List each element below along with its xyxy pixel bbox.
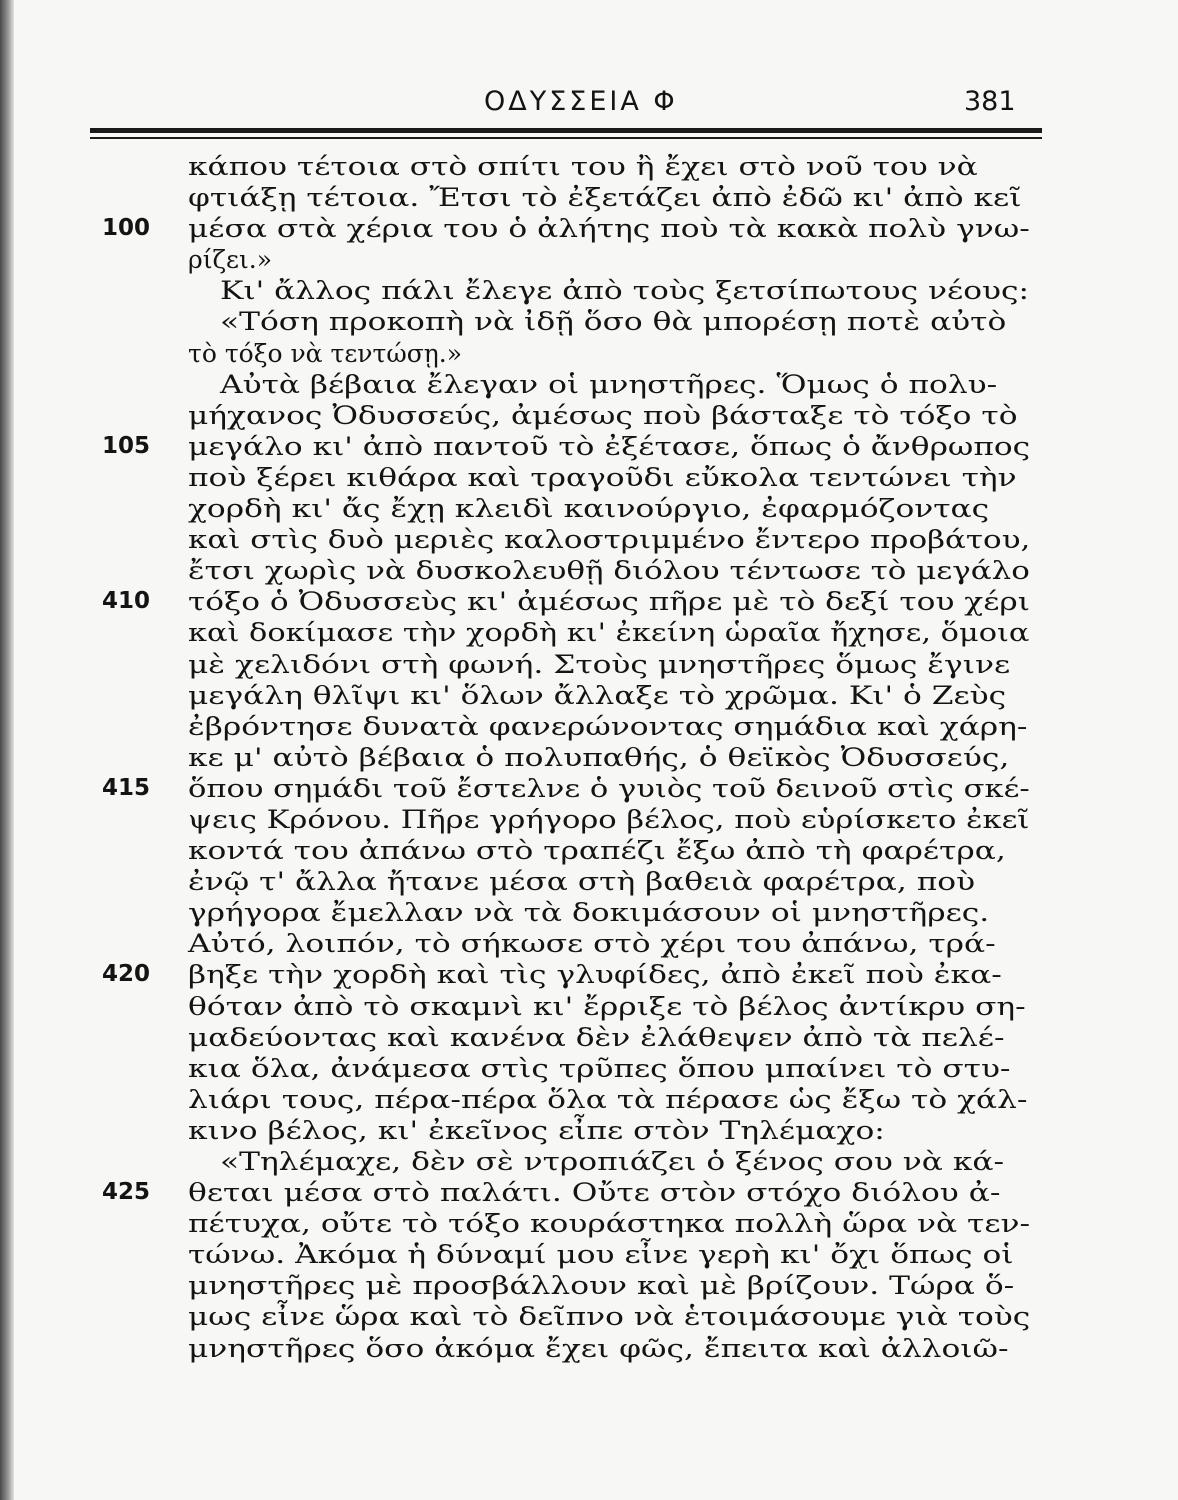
text-line — [14, 865, 1178, 896]
text-line — [14, 399, 1178, 430]
text-line — [14, 1052, 1178, 1083]
text-line — [14, 616, 1178, 647]
line-text: ποὺ ξέρει κιθάρα καὶ τραγοῦδι εὔκολα τεντώνει τὴν — [188, 462, 1017, 492]
text-line — [14, 243, 1178, 274]
line-text: κοντά του ἀπάνω στὸ τραπέζι ἔξω ἀπὸ τὴ φαρέτρα, — [188, 836, 1006, 866]
text-line — [14, 305, 1178, 336]
line-text: μνηστῆρες μὲ προσβάλλουν καὶ μὲ βρίζουν. Τώρα ὅ- — [188, 1271, 1015, 1301]
text-line — [14, 461, 1178, 492]
line-text: γρήγορα ἔμελλαν νὰ τὰ δοκιμάσουν οἱ μνηστῆρες. — [188, 898, 990, 928]
line-text: ἐβρόντησε δυνατὰ φανερώνοντας σημάδια καὶ χάρη- — [188, 711, 1028, 741]
line-number: 410 — [102, 588, 151, 615]
text-line — [14, 274, 1178, 305]
line-text: θόταν ἀπὸ τὸ σκαμνὶ κι' ἔρριξε τὸ βέλος ἀντίκρυ ση- — [188, 991, 1026, 1021]
text-line — [14, 368, 1178, 399]
text-line — [14, 181, 1178, 212]
text-line — [14, 430, 1178, 461]
line-text: βηξε τὴν χορδὴ καὶ τὶς γλυφίδες, ἀπὸ ἐκεῖ ποὺ ἐκα- — [188, 960, 1002, 990]
line-number: 100 — [102, 215, 151, 242]
line-text: τὸ τόξο νὰ τεντώσῃ.» — [188, 338, 462, 368]
line-text: μεγάλη θλῖψι κι' ὅλων ἄλλαξε τὸ χρῶμα. Κι' ὁ Ζεὺς — [188, 680, 1007, 710]
line-text: ψεις Κρόνου. Πῆρε γρήγορο βέλος, ποὺ εὑρίσκετο ἐκεῖ — [188, 804, 1030, 834]
line-text: τόξο ὁ Ὀδυσσεὺς κι' ἀμέσως πῆρε μὲ τὸ δεξί του χέρι — [188, 587, 1030, 617]
text-line — [14, 741, 1178, 772]
line-text: μὲ χελιδόνι στὴ φωνή. Στοὺς μνηστῆρες ὅμως ἔγινε — [188, 649, 1011, 679]
line-text: Κι' ἄλλος πάλι ἔλεγε ἀπὸ τοὺς ξετσίπωτους νέους: — [220, 276, 1030, 306]
line-text: ρίζει.» — [188, 245, 273, 275]
text-line — [14, 523, 1178, 554]
text-line — [14, 803, 1178, 834]
text-line — [14, 1114, 1178, 1145]
header-rule-thick — [90, 128, 1042, 133]
running-title: ΟΔΥΣΣΕΙΑ Φ — [484, 86, 678, 117]
text-line — [14, 554, 1178, 585]
text-line — [14, 772, 1178, 803]
line-text: «Τηλέμαχε, δὲν σὲ ντροπιάζει ὁ ξένος σου νὰ κά- — [220, 1147, 1005, 1176]
text-line — [14, 492, 1178, 523]
book-page — [14, 0, 1178, 1500]
line-text: τώνω. Ἀκόμα ἡ δύναμί μου εἶνε γερὴ κι' ὄχι ὅπως οἱ — [188, 1240, 1014, 1270]
line-text: Αὐτὰ βέβαια ἔλεγαν οἱ μνηστῆρες. Ὅμως ὁ πολυ- — [220, 369, 998, 399]
line-text: «Τόση προκοπὴ νὰ ἰδῇ ὅσο θὰ μπορέσῃ ποτὲ αὐτὸ — [220, 307, 1007, 337]
text-line — [14, 679, 1178, 710]
line-text: ὅπου σημάδι τοῦ ἔστελνε ὁ γυιὸς τοῦ δεινοῦ στὶς σκέ- — [188, 773, 1030, 803]
line-text: καὶ δοκίμασε τὴν χορδὴ κι' ἐκείνη ὡραῖα ἤχησε, ὅμοια — [188, 618, 1030, 648]
page-number: 381 — [964, 86, 1016, 117]
text-line — [14, 337, 1178, 368]
text-line — [14, 648, 1178, 679]
line-text: καὶ στὶς δυὸ μεριὲς καλοστριμμένο ἔντερο προβάτου, — [188, 525, 1031, 555]
line-text: μως εἶνε ὥρα καὶ τὸ δεῖπνο νὰ ἑτοιμάσουμε γιὰ τοὺς — [188, 1302, 1031, 1332]
line-text: μαδεύοντας καὶ κανένα δὲν ἐλάθεψεν ἀπὸ τὰ πελέ- — [188, 1022, 1005, 1052]
text-body — [14, 150, 1178, 1363]
line-text: κάπου τέτοια στὸ σπίτι του ἢ ἔχει στὸ νοῦ του νὰ — [188, 152, 978, 181]
text-line — [14, 212, 1178, 243]
text-line — [14, 1083, 1178, 1114]
header-rule-thin — [90, 137, 1042, 139]
text-line — [14, 1238, 1178, 1269]
text-line — [14, 150, 1178, 181]
line-text: ἔτσι χωρὶς νὰ δυσκολευθῇ διόλου τέντωσε τὸ μεγάλο — [188, 556, 1030, 586]
line-number: 415 — [102, 774, 151, 801]
line-number: 425 — [102, 1179, 151, 1206]
line-text: θεται μέσα στὸ παλάτι. Οὔτε στὸν στόχο διόλου ἀ- — [188, 1178, 1001, 1208]
line-text: χορδὴ κι' ἄς ἔχῃ κλειδὶ καινούργιο, ἐφαρμόζοντας — [188, 494, 990, 524]
text-line — [14, 1207, 1178, 1238]
text-line — [14, 585, 1178, 616]
text-line — [14, 1300, 1178, 1331]
line-text: ἐνῷ τ' ἄλλα ἤτανε μέσα στὴ βαθειὰ φαρέτρα, ποὺ — [188, 867, 976, 897]
line-text: Αὐτό, λοιπόν, τὸ σήκωσε στὸ χέρι του ἀπάνω, τρά- — [188, 929, 996, 959]
text-line — [14, 896, 1178, 927]
line-text: κινο βέλος, κι' ἐκεῖνος εἶπε στὸν Τηλέμαχο: — [188, 1115, 885, 1145]
line-text: μνηστῆρες ὅσο ἀκόμα ἔχει φῶς, ἔπειτα καὶ ἀλλοιῶ- — [188, 1333, 1009, 1363]
line-text: κε μ' αὐτὸ βέβαια ὁ πολυπαθής, ὁ θεϊκὸς Ὀδυσσεύς, — [188, 742, 1010, 772]
line-number: 105 — [102, 432, 151, 459]
line-text: μήχανος Ὀδυσσεύς, ἀμέσως ποὺ βάσταξε τὸ τόξο τὸ — [188, 400, 1018, 430]
text-line — [14, 958, 1178, 989]
book-spine-shadow — [0, 0, 14, 1500]
text-line — [14, 1176, 1178, 1207]
line-text: μέσα στὰ χέρια του ὁ ἀλήτης ποὺ τὰ κακὰ πολὺ γνω- — [188, 214, 1030, 244]
text-line — [14, 1269, 1178, 1300]
text-line — [14, 990, 1178, 1021]
line-number: 420 — [102, 961, 151, 988]
text-line — [14, 1021, 1178, 1052]
line-text: κια ὅλα, ἀνάμεσα στὶς τρῦπες ὅπου μπαίνει τὸ στυ- — [188, 1053, 1011, 1083]
text-line — [14, 834, 1178, 865]
line-text: μεγάλο κι' ἀπὸ παντοῦ τὸ ἐξέτασε, ὅπως ὁ ἄνθρωπος — [188, 431, 1031, 461]
line-text: φτιάξῃ τέτοια. Ἔτσι τὸ ἐξετάζει ἀπὸ ἐδῶ κι' ἀπὸ κεῖ — [188, 183, 1022, 213]
line-text: πέτυχα, οὔτε τὸ τόξο κουράστηκα πολλὴ ὥρα νὰ τεν- — [188, 1209, 1031, 1239]
text-line — [14, 710, 1178, 741]
text-line — [14, 927, 1178, 958]
text-line — [14, 1145, 1178, 1176]
line-text: λιάρι τους, πέρα-πέρα ὅλα τὰ πέρασε ὡς ἔξω τὸ χάλ- — [188, 1084, 1028, 1114]
text-line — [14, 1332, 1178, 1363]
